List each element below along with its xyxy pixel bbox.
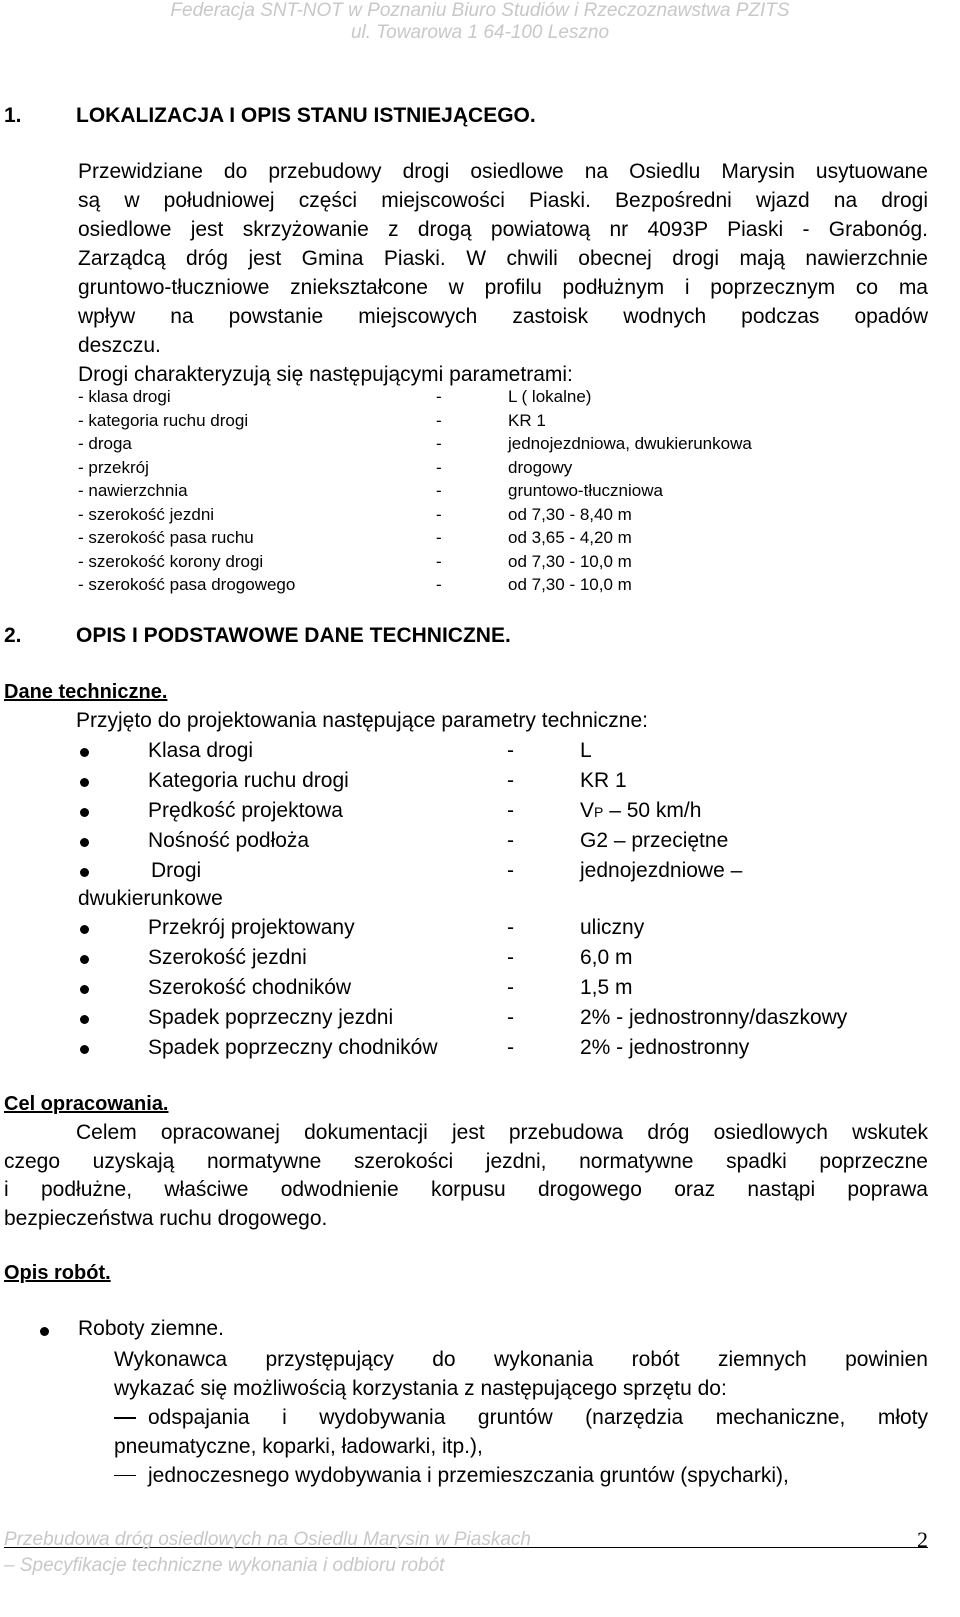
param-name: - kategoria ruchu drogi xyxy=(78,410,249,430)
header-line-1: Federacja SNT-NOT w Poznaniu Biuro Studiów i Rzeczoznawstwa PZITS xyxy=(170,0,790,21)
tech-name: Szerokość chodników xyxy=(148,976,352,999)
dane-intro: Przyjęto do projektowania następujące parametry techniczne: xyxy=(76,709,648,732)
param-name: - klasa drogi xyxy=(78,387,171,406)
param-value: od 7,30 - 10,0 m xyxy=(508,575,632,594)
param-dash: - xyxy=(436,434,442,453)
param-value: od 3,65 - 4,20 m xyxy=(508,528,632,547)
bullet-icon xyxy=(80,925,89,934)
bullet-icon xyxy=(80,1015,89,1024)
tech-dash: - xyxy=(507,829,514,852)
para-line: osiedlowe jest skrzyżowanie z drogą powiatową nr 4093P Piaski - Grabonóg. xyxy=(78,218,928,241)
param-value: gruntowo-tłuczniowa xyxy=(508,481,663,500)
tech-row xyxy=(0,859,930,889)
tech-value: KR 1 xyxy=(580,769,627,792)
tech-value: 2% - jednostronny xyxy=(580,1036,750,1059)
param-value: drogowy xyxy=(508,457,573,477)
bullet-icon xyxy=(80,868,89,877)
tech-value: 2% - jednostronny/daszkowy xyxy=(580,1006,848,1029)
roboty-line: wykazać się możliwością korzystania z następującego sprzętu do: xyxy=(114,1377,727,1400)
param-dash: - xyxy=(436,481,442,500)
param-dash: - xyxy=(436,575,442,594)
bullet-icon xyxy=(80,1045,89,1054)
cel-line: Celem opracowanej dokumentacji jest przebudowa dróg osiedlowych wskutek xyxy=(76,1121,928,1144)
para-line: gruntowo-tłuczniowe zniekształcone w profilu podłużnym i poprzecznym co ma xyxy=(78,276,928,299)
param-dash: - xyxy=(436,410,442,430)
dash-item-text: pneumatyczne, koparki, ładowarki, itp.), xyxy=(114,1435,483,1458)
param-dash: - xyxy=(436,551,442,571)
para-line: Przewidziane do przebudowy drogi osiedlowe na Osiedlu Marysin usytuowane xyxy=(78,160,928,183)
para-line: są w południowej części miejscowości Piaski. Bezpośredni wjazd na drogi xyxy=(78,189,928,212)
bullet-icon xyxy=(80,838,89,847)
tech-row xyxy=(0,1006,930,1036)
footer-line-1: Przebudowa dróg osiedlowych na Osiedlu Marysin w Piaskach xyxy=(4,1529,531,1550)
tech-name: Prędkość projektowa xyxy=(148,799,343,822)
dash-item-1-first xyxy=(114,1403,928,1432)
param-name: - szerokość korony drogi xyxy=(78,551,264,571)
dane-heading: Dane techniczne. xyxy=(4,681,168,703)
param-dash: - xyxy=(436,504,442,524)
param-name: - przekrój xyxy=(78,457,149,477)
dash-item-1 xyxy=(114,1403,928,1461)
tech-name: Drogi xyxy=(151,859,202,882)
tech-name: Szerokość jezdni xyxy=(148,946,307,969)
dash-icon xyxy=(114,1475,136,1477)
roboty-line: Wykonawca przystępujący do wykonania robót ziemnych powinien xyxy=(114,1348,928,1371)
bullet-icon xyxy=(80,808,89,817)
footer-line-2: – Specyfikacje techniczne wykonania i odbioru robót xyxy=(4,1555,445,1576)
param-name: - szerokość pasa drogowego xyxy=(78,575,296,594)
param-dash: - xyxy=(436,457,442,477)
tech-value-rest: – 50 km/h xyxy=(603,799,702,822)
tech-value: G2 – przeciętne xyxy=(580,829,729,852)
dash-item-2 xyxy=(114,1461,928,1490)
section-1-number: 1. xyxy=(4,104,22,127)
bullet-icon xyxy=(80,985,89,994)
bullet-icon xyxy=(80,748,89,757)
tech-value: uliczny xyxy=(580,916,645,939)
tech-value-wrap: dwukierunkowe xyxy=(78,887,223,910)
tech-row xyxy=(0,1036,930,1066)
para-line: deszczu. xyxy=(78,334,161,357)
page-number: 2 xyxy=(917,1527,928,1552)
roboty-paragraph xyxy=(114,1345,928,1403)
param-name: - szerokość pasa ruchu xyxy=(78,528,254,547)
bullet-icon xyxy=(80,778,89,787)
tech-name: Nośność podłoża xyxy=(148,829,310,852)
param-value: L ( lokalne) xyxy=(508,387,592,406)
tech-row xyxy=(0,769,930,799)
params-intro: Drogi charakteryzują się następującymi parametrami: xyxy=(78,363,573,386)
tech-name: Spadek poprzeczny jezdni xyxy=(148,1006,394,1029)
param-value: KR 1 xyxy=(508,410,546,430)
tech-name: Przekrój projektowany xyxy=(148,916,355,939)
section-2-heading xyxy=(4,624,511,648)
tech-dash: - xyxy=(507,1006,514,1029)
section-2-title: OPIS I PODSTAWOWE DANE TECHNICZNE. xyxy=(76,624,511,647)
param-dash: - xyxy=(436,387,442,406)
tech-name: Kategoria ruchu drogi xyxy=(148,769,349,792)
tech-dash: - xyxy=(507,799,514,822)
tech-value: 1,5 m xyxy=(580,976,633,999)
tech-dash: - xyxy=(507,739,514,762)
bullet-icon xyxy=(40,1327,49,1336)
section-1-heading xyxy=(4,104,536,128)
header-line-2: ul. Towarowa 1 64-100 Leszno xyxy=(350,22,610,43)
cel-paragraph xyxy=(4,1119,928,1233)
section-1-paragraph xyxy=(78,157,928,389)
section-2-number: 2. xyxy=(4,624,22,647)
tech-value: 6,0 m xyxy=(580,946,633,969)
tech-dash: - xyxy=(507,916,514,939)
cel-line: bezpieczeństwa ruchu drogowego. xyxy=(4,1206,328,1230)
tech-name: Klasa drogi xyxy=(148,739,254,762)
tech-row xyxy=(0,946,930,976)
tech-row xyxy=(0,829,930,859)
tech-value: L xyxy=(580,739,592,762)
cel-line: i podłużne, właściwe odwodnienie korpusu drogowego oraz nastąpi poprawa xyxy=(4,1178,928,1201)
tech-dash: - xyxy=(507,976,514,999)
param-name: - nawierzchnia xyxy=(78,481,188,500)
para-line: wpływ na powstanie miejscowych zastoisk wodnych podczas opadów xyxy=(78,305,928,328)
param-name: - szerokość jezdni xyxy=(78,504,215,524)
tech-value-main: V xyxy=(580,799,595,822)
param-name: - droga xyxy=(78,434,132,453)
bullet-icon xyxy=(80,955,89,964)
param-dash: - xyxy=(436,528,442,547)
tech-value-subscript: P xyxy=(594,804,604,820)
tech-name: Spadek poprzeczny chodników xyxy=(148,1036,438,1059)
roboty-label: Roboty ziemne. xyxy=(78,1317,224,1340)
tech-row xyxy=(0,916,930,946)
opis-heading: Opis robót. xyxy=(4,1262,111,1284)
param-value: od 7,30 - 8,40 m xyxy=(508,504,632,524)
dash-icon xyxy=(114,1417,136,1419)
section-1-title: LOKALIZACJA I OPIS STANU ISTNIEJĄCEGO. xyxy=(76,104,536,127)
tech-row xyxy=(0,739,930,769)
tech-value xyxy=(580,799,701,823)
tech-row xyxy=(0,799,930,829)
tech-dash: - xyxy=(507,859,514,882)
param-value: jednojezdniowa, dwukierunkowa xyxy=(508,434,752,453)
cel-line: czego uzyskają normatywne szerokości jezdni, normatywne spadki poprzeczne xyxy=(4,1149,928,1173)
cel-heading: Cel opracowania. xyxy=(4,1093,169,1115)
tech-dash: - xyxy=(507,1036,514,1059)
tech-row xyxy=(0,976,930,1006)
para-line: Zarządcą dróg jest Gmina Piaski. W chwili obecnej drogi mają nawierzchnie xyxy=(78,247,928,270)
param-value: od 7,30 - 10,0 m xyxy=(508,551,632,571)
tech-dash: - xyxy=(507,946,514,969)
tech-dash: - xyxy=(507,769,514,792)
tech-value: jednojezdniowe – xyxy=(580,859,743,882)
dash-item-text: odspajania i wydobywania gruntów (narzędzia mechaniczne, młoty xyxy=(148,1406,928,1429)
dash-item-text: jednoczesnego wydobywania i przemieszczania gruntów (spycharki), xyxy=(148,1464,789,1487)
